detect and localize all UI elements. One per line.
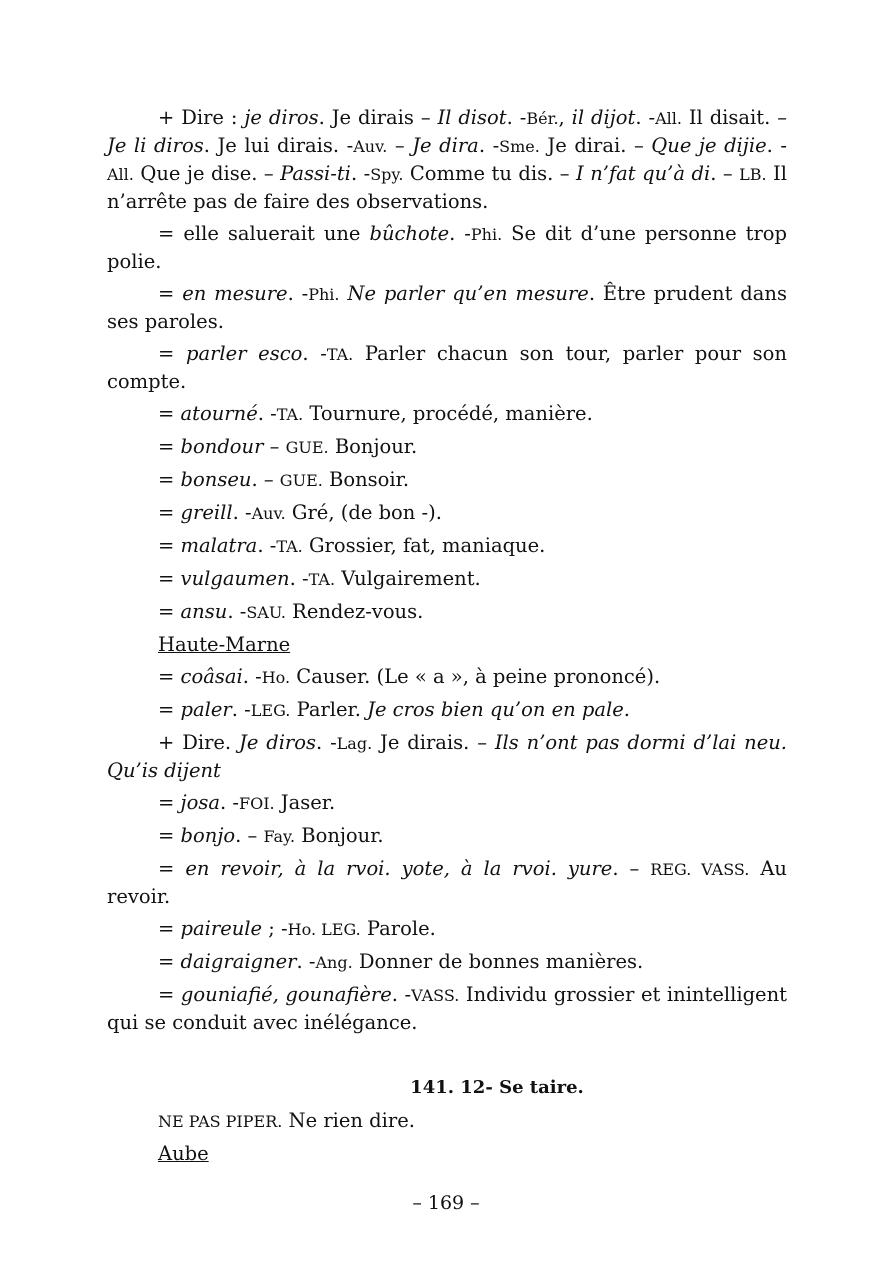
dialect-term: Je cros bien qu’on en pale. — [367, 698, 631, 721]
text-run: ; - — [262, 917, 288, 940]
text-run: . - — [302, 342, 327, 365]
text-run: . - — [316, 731, 337, 754]
location-abbrev: VASS. — [411, 986, 460, 1005]
dialect-term: Je diros — [239, 731, 317, 754]
location-abbrev: TA. — [326, 345, 354, 364]
text-run: . - — [257, 534, 277, 557]
dialect-term: atourné — [180, 402, 258, 425]
location-abbrev: Auv. — [251, 504, 286, 523]
entry-paragraph — [107, 220, 787, 275]
text-run: – — [387, 134, 413, 157]
text-run: . - — [506, 106, 527, 129]
text-run: . Je dirais – — [318, 106, 438, 129]
text-run: Causer. (Le « a », à peine prononcé). — [290, 665, 661, 688]
dialect-term: bonjo — [180, 824, 236, 847]
entry-line — [158, 433, 787, 461]
location-abbrev: Phi. — [470, 225, 503, 244]
text-run: = — [158, 698, 181, 721]
dialect-term: josa — [180, 791, 220, 814]
dialect-term: en mesure — [182, 282, 288, 305]
text-run: . - — [231, 698, 251, 721]
text-run: Que je dise. – — [133, 162, 281, 185]
dialect-term: malatra — [180, 534, 258, 557]
entry-line — [158, 915, 787, 943]
dialect-term: Ne parler qu’en mesure — [347, 282, 589, 305]
text-run: Aube — [158, 1142, 209, 1165]
location-abbrev: Ang. — [315, 953, 353, 972]
text-run: Donner de bonnes manières. — [352, 950, 644, 973]
text-run: + Dire. — [158, 731, 239, 754]
region-heading — [158, 631, 787, 658]
text-run: . Être prudent dans ses paroles. — [107, 282, 787, 333]
text-run: . - — [391, 983, 412, 1006]
dialect-term: Que je dijie — [651, 134, 767, 157]
location-abbrev: FOI. — [238, 794, 275, 813]
entry-paragraph — [107, 855, 787, 910]
entry-paragraph — [107, 104, 787, 215]
text-run: Comme tu dis. – — [403, 162, 577, 185]
text-run: = — [158, 501, 181, 524]
location-abbrev: Sme. — [499, 137, 540, 156]
text-run: = — [158, 567, 181, 590]
text-run: . - — [287, 282, 309, 305]
text-run: . - — [242, 665, 262, 688]
dialect-term: je diros — [244, 106, 319, 129]
dialect-term: I n’fat qu’à di — [576, 162, 711, 185]
text-run: Jaser. — [274, 791, 336, 814]
dialect-term: Je dira — [412, 134, 479, 157]
text-run: Bonsoir. — [322, 468, 410, 491]
text-run: = — [158, 917, 181, 940]
text-run: = elle saluerait une — [158, 222, 370, 245]
text-run: = — [158, 665, 181, 688]
text-run: + Dire : — [158, 106, 245, 129]
text-run: Gré, (de bon -). — [285, 501, 442, 524]
region-heading — [158, 1140, 787, 1167]
entry-line — [158, 532, 787, 560]
text-run: . - — [296, 950, 316, 973]
dialect-term: parler esco — [186, 342, 303, 365]
location-abbrev: All. — [655, 109, 682, 128]
location-abbrev: GUE. — [279, 471, 323, 490]
dialect-term: paireule — [180, 917, 263, 940]
text-run: Je dirais. – — [372, 731, 495, 754]
text-run: Au revoir. — [107, 857, 787, 908]
text-run: – — [263, 435, 286, 458]
location-abbrev: TA. — [276, 537, 303, 556]
dialect-term: vulgaumen — [180, 567, 290, 590]
entry-paragraph — [107, 280, 787, 335]
dialect-term: greill — [180, 501, 233, 524]
location-abbrev: Ho. — [261, 668, 291, 687]
text-run: Bonjour. — [295, 824, 384, 847]
text-run: . – — [235, 824, 264, 847]
text-run: Haute-Marne — [158, 633, 291, 656]
text-run: Tournure, procédé, manière. — [303, 402, 593, 425]
text-run: = — [158, 791, 181, 814]
text-run: . - — [350, 162, 371, 185]
text-run: = — [158, 950, 181, 973]
dialect-term: bûchote — [369, 222, 450, 245]
text-run: = — [158, 824, 181, 847]
text-run: . - — [289, 567, 309, 590]
location-abbrev: Phi. — [308, 285, 340, 304]
text-run: = — [158, 435, 181, 458]
text-run: . - — [635, 106, 656, 129]
text-run: 141. 12- Se taire. — [410, 1077, 584, 1098]
text-run: . - — [227, 600, 247, 623]
entry-line — [158, 948, 787, 976]
entry-line — [158, 598, 787, 626]
location-abbrev: Auv. — [353, 137, 388, 156]
text-run: . - — [449, 222, 471, 245]
text-run: = — [158, 534, 181, 557]
text-run: Parler. — [290, 698, 368, 721]
text-run: Vulgairement. — [335, 567, 481, 590]
text-run: Bonjour. — [328, 435, 418, 458]
location-abbrev: Bér. — [526, 109, 559, 128]
dialect-term: Passi-ti — [280, 162, 351, 185]
dialect-term: coâsai — [180, 665, 243, 688]
entry-line — [158, 663, 787, 691]
text-run: = — [158, 857, 186, 880]
entry-line — [158, 822, 787, 850]
text-run: = — [158, 600, 181, 623]
location-abbrev: TA. — [308, 570, 336, 589]
entry-line — [158, 789, 787, 817]
text-run: . – — [710, 162, 740, 185]
location-abbrev: Spy. — [370, 165, 404, 184]
text-run: . - — [478, 134, 500, 157]
entry-paragraph — [107, 729, 787, 784]
text-run: Il n’arrête pas de faire des observations. — [107, 162, 787, 213]
text-run: Grossier, fat, maniaque. — [302, 534, 546, 557]
location-abbrev: GUE. — [285, 438, 329, 457]
dialect-term: bonseu — [180, 468, 252, 491]
text-run: Parole. — [360, 917, 436, 940]
dialect-term: ansu — [180, 600, 228, 623]
location-abbrev: REG. VASS. — [650, 860, 750, 879]
entry-paragraph — [107, 981, 787, 1036]
location-abbrev: LB. — [739, 165, 767, 184]
text-run: Rendez-vous. — [285, 600, 424, 623]
location-abbrev: Lag. — [336, 734, 373, 753]
text-run: Je dirai. – — [539, 134, 652, 157]
location-abbrev: NE PAS PIPER. — [158, 1112, 283, 1131]
dialect-term: bondour — [180, 435, 264, 458]
text-run: Parler chacun son tour, parler pour son compte. — [107, 342, 787, 393]
dialect-term: Il disot — [437, 106, 507, 129]
dialect-term: il dijot — [571, 106, 636, 129]
text-run: = — [158, 983, 181, 1006]
location-abbrev: LEG. — [250, 701, 291, 720]
entry-line — [158, 696, 787, 724]
entry-line — [158, 565, 787, 593]
location-abbrev: TA. — [276, 405, 304, 424]
location-abbrev: SAU. — [246, 603, 286, 622]
text-run: = — [158, 342, 186, 365]
entry-paragraph — [107, 340, 787, 395]
text-run: = — [158, 402, 181, 425]
text-run: = — [158, 468, 181, 491]
text-run: Individu grossier et inintelligent qui se conduit avec inélégance. — [107, 983, 787, 1034]
location-abbrev: All. — [107, 165, 134, 184]
text-run: . - — [766, 134, 787, 157]
text-run: Il disait. – — [681, 106, 787, 129]
dialect-term: daigraigner — [180, 950, 297, 973]
location-abbrev: Fay. — [263, 827, 296, 846]
text-run: . - — [257, 402, 277, 425]
dialect-term: paler — [180, 698, 232, 721]
text-run: Ne rien dire. — [282, 1109, 415, 1132]
entry-line — [158, 1107, 787, 1135]
text-run: = — [158, 282, 183, 305]
dialect-term: gouniafié, gounafière — [180, 983, 392, 1006]
page-number: – 169 – — [412, 1192, 480, 1214]
text-run: . Je lui dirais. - — [203, 134, 354, 157]
dialect-term: Ils n’ont pas dormi d’lai neu. Qu’is dijent — [107, 731, 788, 782]
dialect-term: en revoir, à la rvoi. yote, à la rvoi. yure — [185, 857, 613, 880]
entry-line — [158, 400, 787, 428]
text-run: Se dit d’une personne trop polie. — [107, 222, 787, 273]
text-run: . - — [232, 501, 252, 524]
page-body — [107, 104, 787, 1172]
text-run: . – — [612, 857, 651, 880]
entry-line — [158, 466, 787, 494]
section-title — [207, 1074, 787, 1101]
text-run: . - — [219, 791, 239, 814]
entry-line — [158, 499, 787, 527]
text-run: . – — [251, 468, 280, 491]
location-abbrev: Ho. LEG. — [287, 920, 361, 939]
text-run: , — [558, 106, 572, 129]
dialect-term: Je li diros — [107, 134, 204, 157]
